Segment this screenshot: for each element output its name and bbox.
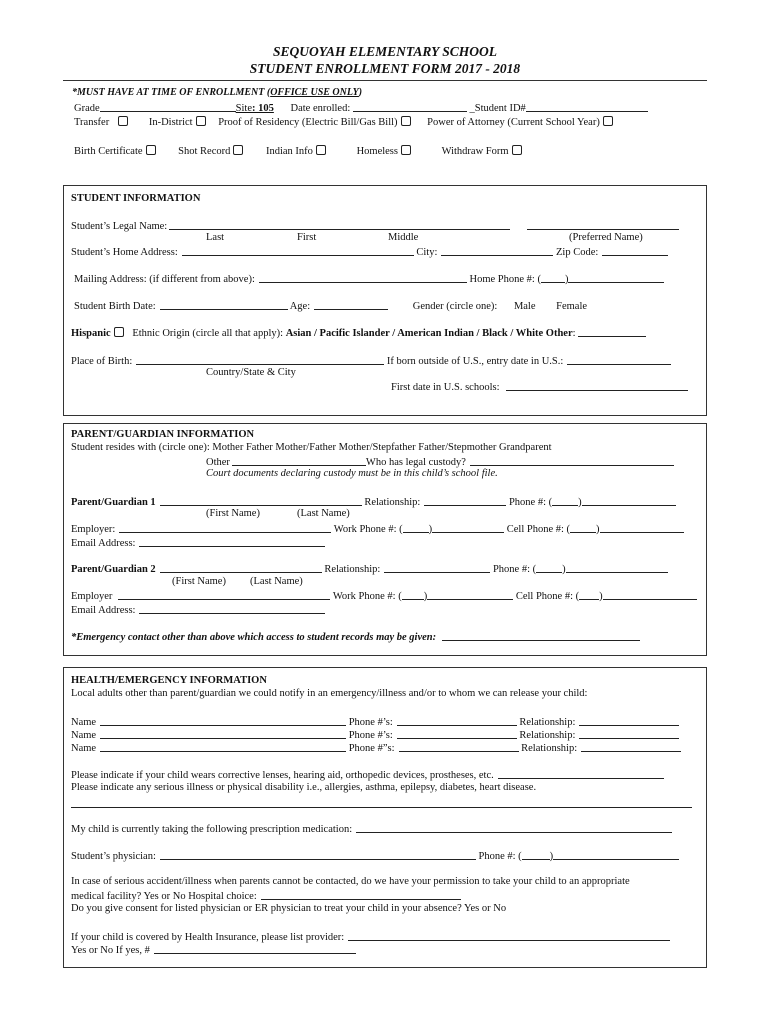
- preferred-caption: (Preferred Name): [569, 232, 643, 243]
- contact3-relationship-label: Relationship:: [521, 743, 578, 754]
- pg2-first-caption: (First Name): [172, 576, 226, 587]
- pg2-cell-phone-field[interactable]: [603, 589, 697, 600]
- born-outside-label: If born outside of U.S., entry date in U.S.:: [386, 356, 564, 367]
- country-state-caption: Country/State & City: [206, 367, 296, 378]
- power-attorney-checkbox[interactable]: [603, 116, 613, 126]
- contact2-phone-field[interactable]: [397, 728, 517, 739]
- zip-field[interactable]: [602, 245, 668, 256]
- pg1-phone-label: Phone #: (: [508, 497, 553, 508]
- hospital-choice-field[interactable]: [261, 889, 461, 900]
- place-birth-row: [71, 354, 671, 367]
- pg2-phone-area-field[interactable]: [536, 562, 562, 573]
- illness-field[interactable]: [71, 797, 692, 808]
- shot-record-checkbox[interactable]: [233, 145, 243, 155]
- contact-row-2: [71, 728, 679, 741]
- corrective-field[interactable]: [498, 768, 664, 779]
- contact2-relationship-label: Relationship:: [519, 730, 576, 741]
- pg2-last-caption: (Last Name): [250, 576, 303, 587]
- pg2-cell-phone-area-field[interactable]: [579, 589, 599, 600]
- grade-label: Grade: [74, 103, 100, 114]
- home-address-row: [71, 245, 668, 258]
- shot-record-label: Shot Record: [178, 146, 231, 157]
- zip-label: Zip Code:: [556, 247, 599, 258]
- first-date-field[interactable]: [506, 380, 688, 391]
- proof-residency-label: Proof of Residency (Electric Bill/Gas Bill): [218, 117, 398, 128]
- corrective-row: [71, 768, 664, 781]
- contact1-relationship-field[interactable]: [579, 715, 679, 726]
- pg1-work-phone-field[interactable]: [432, 522, 504, 533]
- ethnic-origin-label: Ethnic Origin (circle all that apply):: [132, 328, 286, 339]
- contact2-name-field[interactable]: [100, 728, 346, 739]
- pg2-row: Parent/Guardian 2 Relationship: Phone #: ( ): [71, 562, 668, 575]
- insurance-field[interactable]: [348, 930, 670, 941]
- pg2-work-phone-label: Work Phone #: (: [332, 591, 402, 602]
- insurance-row: [71, 930, 670, 943]
- contact2-name-label: Name: [71, 730, 97, 741]
- legal-name-label: Student’s Legal Name:: [71, 221, 168, 232]
- serious-accident-line1: In case of serious accident/illness when parents cannot be contacted, do we have your permission to take your child to an appropriate: [71, 876, 630, 887]
- medication-label: My child is currently taking the following prescription medication:: [71, 824, 353, 835]
- site-value: : 105: [252, 103, 274, 114]
- office-row-3: [74, 145, 522, 157]
- pg2-phone-label: Phone #: (: [492, 564, 537, 575]
- legal-custody-label: Who has legal custody?: [365, 457, 466, 468]
- corrective-label: Please indicate if your child wears corrective lenses, hearing aid, orthopedic devices, prostheses, etc.: [71, 770, 494, 781]
- home-phone-label: Home Phone #: (: [469, 274, 541, 285]
- office-use-note: *MUST HAVE AT TIME OF ENROLLMENT (OFFICE USE ONLY): [72, 87, 363, 98]
- pg1-phone-area-field[interactable]: [552, 495, 578, 506]
- in-district-checkbox[interactable]: [196, 116, 206, 126]
- physician-phone-area-field[interactable]: [522, 849, 550, 860]
- date-enrolled-label: Date enrolled:: [290, 103, 353, 114]
- age-field[interactable]: [314, 299, 388, 310]
- pg2-name-field[interactable]: [160, 562, 322, 573]
- contact3-relationship-field[interactable]: [581, 741, 681, 752]
- withdraw-checkbox[interactable]: [512, 145, 522, 155]
- student-id-field[interactable]: [526, 101, 648, 112]
- pg1-relationship-field[interactable]: [424, 495, 506, 506]
- mailing-row: Mailing Address: (if different from above): Home Phone #: ( ): [74, 272, 664, 285]
- pg1-name-field[interactable]: [160, 495, 362, 506]
- pg1-phone-field[interactable]: [582, 495, 676, 506]
- parent-info-heading: PARENT/GUARDIAN INFORMATION: [71, 429, 255, 440]
- medication-row: [71, 822, 672, 835]
- home-phone-field[interactable]: [568, 272, 664, 283]
- hispanic-checkbox[interactable]: [114, 327, 124, 337]
- pg1-work-phone-area-field[interactable]: [403, 522, 429, 533]
- first-caption: First: [297, 232, 317, 243]
- contact3-name-field[interactable]: [100, 741, 346, 752]
- health-info-section: [63, 667, 707, 968]
- office-row-1: [74, 101, 648, 114]
- pg2-relationship-field[interactable]: [384, 562, 490, 573]
- medication-field[interactable]: [356, 822, 672, 833]
- withdraw-label: Withdraw Form: [441, 146, 509, 157]
- employer1-label: Employer:: [71, 524, 116, 535]
- other-custody-row: [206, 455, 674, 468]
- emergency-row: [71, 630, 640, 643]
- insurance-number-label: Yes or No If yes, #: [71, 945, 150, 956]
- pg1-row: Parent/Guardian 1 Relationship: Phone #: ( ): [71, 495, 676, 508]
- contact-row-1: [71, 715, 679, 728]
- last-caption: Last: [206, 232, 225, 243]
- place-birth-label: Place of Birth:: [71, 356, 133, 367]
- emergency-contact-label: *Emergency contact other than above which access to student records may be given:: [71, 632, 437, 643]
- employer2-row: Employer Work Phone #: ( ) Cell Phone #: ( ): [71, 589, 697, 602]
- pg2-cell-phone-label: Cell Phone #: (: [515, 591, 580, 602]
- email1-field[interactable]: [139, 536, 325, 547]
- pg2-work-phone-area-field[interactable]: [402, 589, 424, 600]
- contact1-name-label: Name: [71, 717, 97, 728]
- home-address-label: Student’s Home Address:: [71, 247, 178, 258]
- pg1-first-caption: (First Name): [206, 508, 260, 519]
- pg1-cell-phone-label: Cell Phone #: (: [506, 524, 571, 535]
- school-name: SEQUOYAH ELEMENTARY SCHOOL: [272, 44, 498, 59]
- home-address-field[interactable]: [182, 245, 414, 256]
- gender-male-option[interactable]: Male: [513, 301, 536, 312]
- date-enrolled-field[interactable]: [353, 101, 467, 112]
- home-phone-area-field[interactable]: [541, 272, 565, 283]
- in-district-label: In-District: [148, 117, 193, 128]
- homeless-checkbox[interactable]: [401, 145, 411, 155]
- ethnicity-row: Hispanic Ethnic Origin (circle all that apply): Asian / Pacific Islander / American Indian / Black / White Other:: [71, 326, 646, 339]
- birth-date-label: Student Birth Date:: [74, 301, 156, 312]
- ethnic-origin-options[interactable]: Asian / Pacific Islander / American Indian / Black / White Other: [285, 328, 573, 339]
- birth-cert-checkbox[interactable]: [146, 145, 156, 155]
- middle-caption: Middle: [388, 232, 419, 243]
- proof-residency-checkbox[interactable]: [401, 116, 411, 126]
- student-info-heading: STUDENT INFORMATION: [71, 193, 201, 204]
- gender-female-option[interactable]: Female: [556, 301, 588, 312]
- pg1-work-phone-label: Work Phone #: (: [333, 524, 403, 535]
- contact1-phone-field[interactable]: [397, 715, 517, 726]
- pg2-relationship-label: Relationship:: [324, 564, 381, 575]
- gender-label: Gender (circle one):: [412, 301, 498, 312]
- birth-date-row: [74, 299, 587, 312]
- insurance-number-field[interactable]: [154, 943, 356, 954]
- contact1-relationship-label: Relationship:: [519, 717, 576, 728]
- transfer-label: Transfer: [74, 117, 110, 128]
- preferred-name-field[interactable]: [527, 219, 679, 230]
- mailing-label: Mailing Address: (if different from above):: [74, 274, 255, 285]
- illness-label: Please indicate any serious illness or physical disability i.e., allergies, asthma, epilepsy, diabetes, heart disease.: [71, 782, 537, 793]
- legal-name-row: [71, 219, 679, 232]
- physician-field[interactable]: [160, 849, 476, 860]
- emergency-contact-field[interactable]: [442, 630, 640, 641]
- power-attorney-label: Power of Attorney (Current School Year): [427, 117, 600, 128]
- form-title: STUDENT ENROLLMENT FORM 2017 - 2018: [249, 61, 521, 76]
- employer1-field[interactable]: [119, 522, 331, 533]
- physician-phone-label: Phone #: (: [478, 851, 522, 862]
- contact1-name-field[interactable]: [100, 715, 346, 726]
- office-row-2: [74, 116, 613, 128]
- header-divider: [63, 80, 707, 81]
- first-date-row: [391, 380, 688, 393]
- insurance-label: If your child is covered by Health Insurance, please list provider:: [71, 932, 345, 943]
- serious-accident-line2: [71, 889, 461, 902]
- contact-row-3: [71, 741, 681, 754]
- indian-info-checkbox[interactable]: [316, 145, 326, 155]
- pg2-phone-field[interactable]: [566, 562, 668, 573]
- contact3-phone-field[interactable]: [399, 741, 519, 752]
- contact1-phone-label: Phone #’s:: [348, 717, 393, 728]
- resides-with-row[interactable]: Student resides with (circle one): Mother Father Mother/Father Mother/Stepfather Father/Stepmother Grandparent: [71, 442, 552, 453]
- email2-row: [71, 603, 325, 616]
- local-adults-note: Local adults other than parent/guardian we could notify in an emergency/illness and/or to whom we can release your child:: [71, 688, 588, 699]
- birth-date-field[interactable]: [160, 299, 288, 310]
- city-field[interactable]: [441, 245, 553, 256]
- homeless-label: Homeless: [356, 146, 398, 157]
- email1-row: [71, 536, 325, 549]
- pg1-cell-phone-area-field[interactable]: [570, 522, 596, 533]
- legal-name-field[interactable]: [169, 219, 510, 230]
- contact2-relationship-field[interactable]: [579, 728, 679, 739]
- contact3-phone-label: Phone #”s:: [348, 743, 395, 754]
- email2-field[interactable]: [139, 603, 325, 614]
- physician-label: Student’s physician:: [71, 851, 156, 862]
- health-info-heading: HEALTH/EMERGENCY INFORMATION: [71, 675, 267, 686]
- physician-phone-field[interactable]: [553, 849, 679, 860]
- physician-row: Student’s physician: Phone #: ( ): [71, 849, 679, 862]
- pg2-work-phone-field[interactable]: [427, 589, 513, 600]
- hospital-choice-label: medical facility? Yes or No Hospital choice:: [71, 891, 257, 902]
- court-documents-note: Court documents declaring custody must be in this child’s school file.: [206, 468, 498, 479]
- contact3-name-label: Name: [71, 743, 97, 754]
- legal-custody-field[interactable]: [470, 455, 674, 466]
- mailing-field[interactable]: [259, 272, 467, 283]
- city-label: City:: [416, 247, 438, 258]
- birth-cert-label: Birth Certificate: [74, 146, 143, 157]
- pg1-relationship-label: Relationship:: [364, 497, 421, 508]
- ethnic-other-field[interactable]: [578, 326, 646, 337]
- grade-field[interactable]: [100, 101, 236, 112]
- pg1-cell-phone-field[interactable]: [600, 522, 684, 533]
- indian-info-label: Indian Info: [265, 146, 313, 157]
- insurance-number-row: [71, 943, 356, 956]
- pg1-last-caption: (Last Name): [297, 508, 350, 519]
- email2-label: Email Address:: [71, 605, 136, 616]
- contact2-phone-label: Phone #’s:: [348, 730, 393, 741]
- employer2-label: Employer: [71, 591, 113, 602]
- student-id-label: _Student ID#: [469, 103, 526, 114]
- pg2-label: Parent/Guardian 2: [71, 564, 156, 575]
- transfer-checkbox[interactable]: [118, 116, 128, 126]
- employer2-field[interactable]: [118, 589, 330, 600]
- first-date-label: First date in U.S. schools:: [391, 382, 500, 393]
- age-label: Age:: [289, 301, 311, 312]
- pg1-label: Parent/Guardian 1: [71, 497, 156, 508]
- employer1-row: Employer: Work Phone #: ( ) Cell Phone #: ( ): [71, 522, 684, 535]
- place-birth-field[interactable]: [136, 354, 384, 365]
- hispanic-label: Hispanic: [71, 328, 111, 339]
- other-field[interactable]: [232, 455, 366, 466]
- email1-label: Email Address:: [71, 538, 136, 549]
- other-label: Other: [206, 457, 230, 468]
- entry-date-field[interactable]: [567, 354, 671, 365]
- site-label: Site: [235, 103, 252, 114]
- consent-row[interactable]: Do you give consent for listed physician or ER physician to treat your child in your absence? Yes or No: [71, 903, 507, 914]
